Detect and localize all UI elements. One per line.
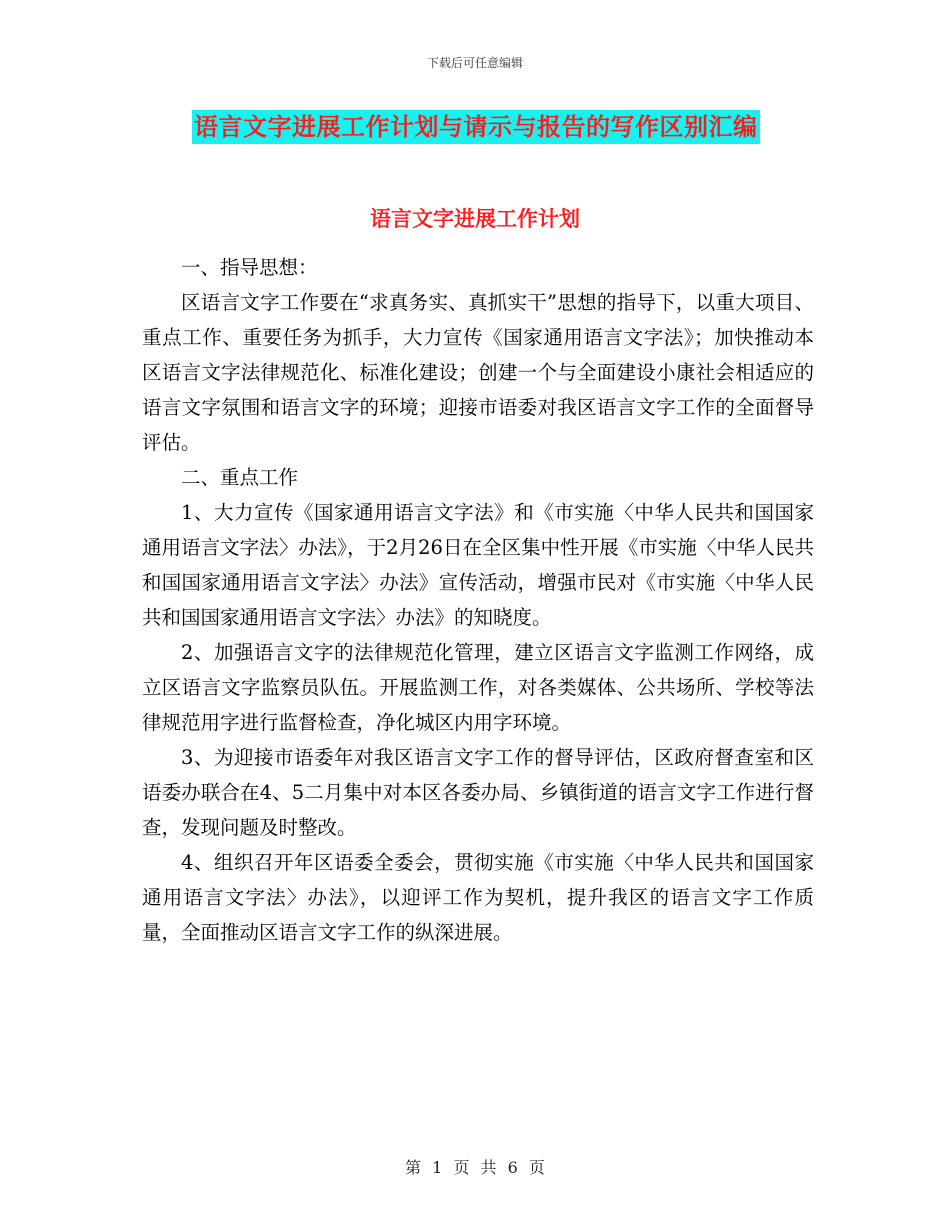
heading-key-work: 二、重点工作 (181, 466, 299, 489)
page-number: 第 1 页 共 6 页 (405, 1158, 545, 1177)
document-body (142, 250, 814, 950)
paragraph-key-work-3: 3、为迎接市语委年对我区语言文字工作的督导评估，区政府督查室和区语委办联合在4、5二月集中对本区各委办局、乡镇街道的语言文字工作进行督查，发现问题及时整改。 (142, 746, 814, 839)
paragraph-key-work-2: 2、加强语言文字的法律规范化管理，建立区语言文字监测工作网络，成立区语言文字监察员队伍。开展监测工作，对各类媒体、公共场所、学校等法律规范用字进行监督检查，净化城区内用字环境。 (142, 641, 814, 734)
paragraph-guiding-ideology: 区语言文字工作要在“求真务实、真抓实干”思想的指导下，以重大项目、重点工作、重要任务为抓手，大力宣传《国家通用语言文字法》；加快推动本区语言文字法律规范化、标准化建设；创建一个与全面建设小康社会相适应的语言文字氛围和语言文字的环境；迎接市语委对我区语言文字工作的全面督导评估。 (142, 291, 814, 454)
paragraph-key-work-4: 4、组织召开年区语委全委会，贯彻实施《市实施〈中华人民共和国国家通用语言文字法〉办法》，以迎评工作为契机，提升我区的语言文字工作质量，全面推动区语言文字工作的纵深进展。 (142, 851, 814, 944)
heading-guiding-ideology: 一、指导思想： (181, 256, 318, 279)
header-note: 下载后可任意编辑 (426, 56, 523, 70)
paragraph-key-work-1: 1、大力宣传《国家通用语言文字法》和《市实施〈中华人民共和国国家通用语言文字法〉办法》，于2月26日在全区集中性开展《市实施〈中华人民共和国国家通用语言文字法〉办法》宣传活动，增强市民对《市实施〈中华人民共和国国家通用语言文字法〉办法》的知晓度。 (142, 501, 814, 629)
section-title: 语言文字进展工作计划 (370, 207, 580, 231)
document-title: 语言文字进展工作计划与请示与报告的写作区别汇编 (192, 110, 760, 144)
